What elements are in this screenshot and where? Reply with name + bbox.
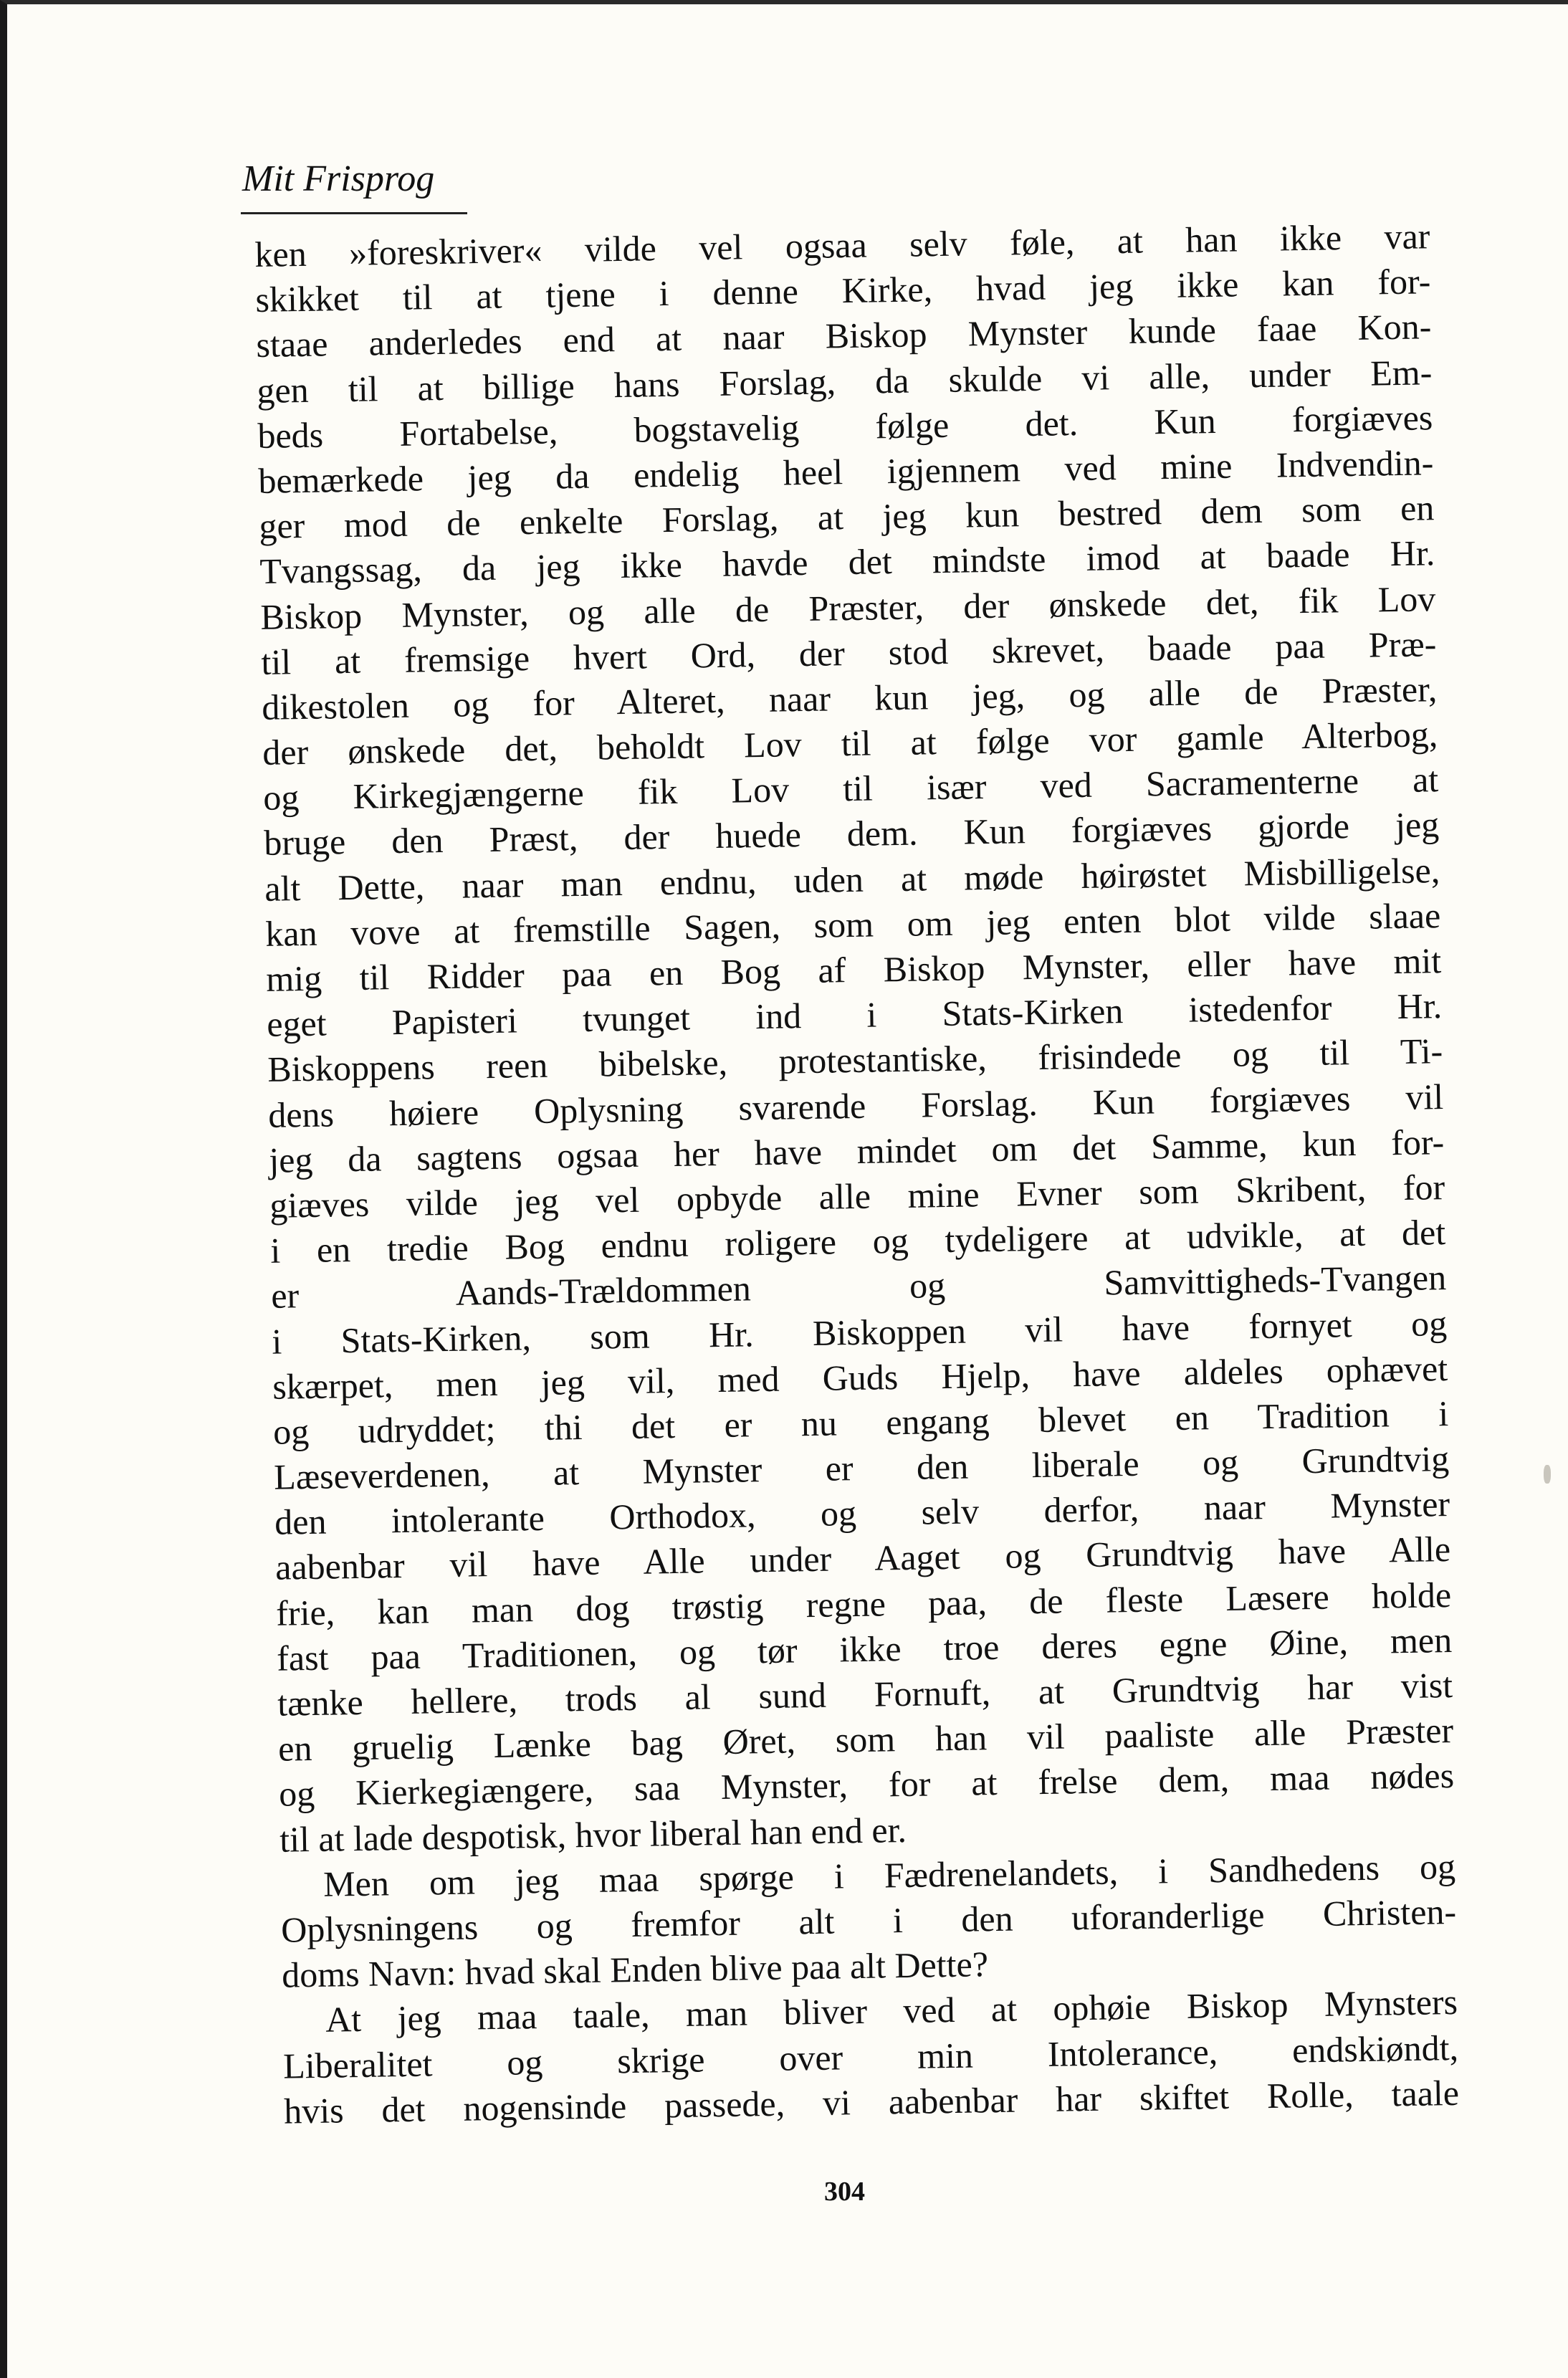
text-line: mig til Ridder paa en Bog af Biskop Mynster, eller have mit	[265, 940, 1442, 999]
text-line: Biskoppens reen bibelske, protestantiske, frisindede og til Ti-	[267, 1031, 1443, 1090]
text-line: ger mod de enkelte Forslag, at jeg kun bestred dem som en	[259, 487, 1435, 547]
text-line: Men om jeg maa spørge i Fædrenelandets, i Sandhedens og	[322, 1845, 1456, 1904]
text-line: beds Fortabelse, bogstavelig følge det. Kun forgiæves	[257, 396, 1433, 456]
text-line: tænke hellere, trods al sund Fornuft, at Grundtvig har vist	[277, 1664, 1453, 1724]
text-line: i en tredie Bog endnu roligere og tydeligere at udvikle, at det	[269, 1212, 1446, 1271]
text-line: doms Navn: hvad skal Enden blive paa alt Dette?	[281, 1944, 989, 1995]
text-line: dikestolen og for Alteret, naar kun jeg, og alle de Præster,	[261, 669, 1438, 727]
text-line: der ønskede det, beholdt Lov til at følge vor gamle Alterbog,	[262, 714, 1438, 773]
text-line: skærpet, men jeg vil, med Guds Hjelp, have aldeles ophævet	[272, 1347, 1448, 1407]
text-line: Biskop Mynster, og alle de Præster, der ønskede det, fik Lov	[259, 578, 1436, 637]
text-line: bruge den Præst, der huede dem. Kun forgiæves gjorde jeg	[263, 804, 1440, 864]
text-line: den intolerante Orthodox, og selv derfor, naar Mynster	[274, 1484, 1450, 1543]
running-head: Mit Frisprog	[242, 158, 435, 199]
margin-smudge	[1544, 1465, 1551, 1484]
text-line: jeg da sagtens ogsaa her have mindet om det Samme, kun for-	[268, 1121, 1445, 1180]
text-line: er Aands-Trældommen og Samvittigheds-Tvangen	[270, 1257, 1447, 1317]
text-line: hvis det nogensinde passede, vi aabenbar har skiftet Rolle, taale	[283, 2072, 1460, 2131]
text-line: Liberalitet og skrige over min Intolerance, endskiøndt,	[282, 2027, 1459, 2086]
text-line: fast paa Traditionen, og tør ikke troe deres egne Øine, men	[276, 1619, 1453, 1679]
text-line: frie, kan man dog trøstig regne paa, de fleste Læsere holde	[275, 1574, 1452, 1633]
text-line: At jeg maa taale, man bliver ved at ophøie Biskop Mynsters	[325, 1982, 1458, 2040]
page-number: 304	[824, 2177, 865, 2207]
text-line: alt Dette, naar man endnu, uden at møde høirøstet Misbilligelse,	[264, 849, 1440, 909]
text-line: og Kirkegjængerne fik Lov til især ved Sacramenterne at	[262, 759, 1439, 818]
text-line: en gruelig Lænke bag Øret, som han vil paaliste alle Præster	[277, 1710, 1454, 1769]
text-line: Oplysningens og fremfor alt i den uforanderlige Christen-	[280, 1891, 1457, 1950]
text-line: giæves vilde jeg vel opbyde alle mine Evner som Skribent, for	[269, 1167, 1445, 1226]
text-line: gen til at billige hans Forslag, da skulde vi alle, under Em-	[257, 351, 1433, 411]
text-line: og udryddet; thi det er nu engang blevet en Tradition i	[272, 1393, 1449, 1452]
text-line: og Kierkegiængere, saa Mynster, for at frelse dem, maa nødes	[278, 1755, 1455, 1815]
text-line: i Stats-Kirken, som Hr. Biskoppen vil have fornyet og	[271, 1302, 1448, 1362]
text-line: ken »foreskriver« vilde vel ogsaa selv føle, at han ikke var	[254, 216, 1430, 274]
text-line: kan vove at fremstille Sagen, som om jeg enten blot vilde slaae	[264, 894, 1441, 954]
text-line: Tvangssag, da jeg ikke havde det mindste imod at baade Hr.	[259, 533, 1435, 592]
text-line: til at lade despotisk, hvor liberal han end er.	[279, 1809, 907, 1860]
text-line: eget Papisteri tvunget ind i Stats-Kirken istedenfor Hr.	[266, 985, 1443, 1045]
body-text	[254, 214, 1459, 2134]
running-head-rule	[241, 212, 467, 214]
text-line: skikket til at tjene i denne Kirke, hvad jeg ikke kan for-	[255, 261, 1431, 320]
text-line: bemærkede jeg da endelig heel igjennem ved mine Indvendin-	[258, 442, 1434, 501]
text-line: til at fremsige hvert Ord, der stod skrevet, baade paa Præ-	[260, 623, 1437, 682]
text-line: Læseverdenen, at Mynster er den liberale og Grundtvig	[273, 1438, 1450, 1497]
text-line: dens høiere Oplysning svarende Forslag. Kun forgiæves vil	[267, 1076, 1444, 1135]
text-line: staae anderledes end at naar Biskop Mynster kunde faae Kon-	[256, 306, 1432, 366]
text-line: aabenbar vil have Alle under Aaget og Grundtvig have Alle	[274, 1529, 1451, 1588]
